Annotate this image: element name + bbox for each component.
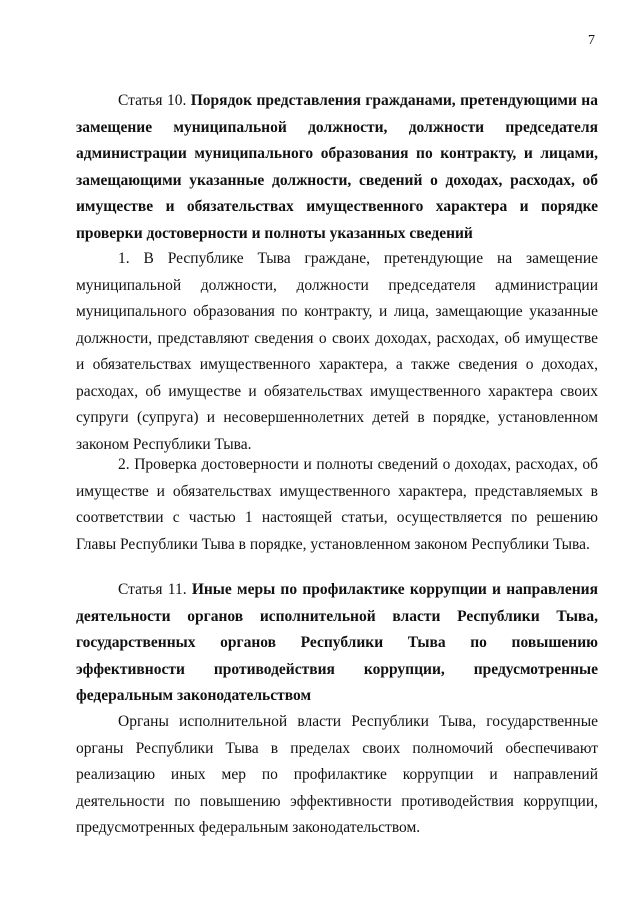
article-11-title: Иные меры по профилактике коррупции и направления деятельности органов исполнительной власти Республики Тыва, государственных органов Республики Тыва по повышению эффективности противодействия коррупции, предусмотренные федеральным законодательством [76, 581, 598, 704]
article-10-prefix: Статья 10. [118, 92, 191, 109]
article-10-heading [76, 88, 598, 247]
article-11-prefix: Статья 11. [118, 581, 192, 598]
article-10-paragraph-1: 1. В Республике Тыва граждане, претендующие на замещение муниципальной должности, должности председателя администрации муниципального образования по контракту, и лица, замещающие указанные должности, представляют сведения о своих доходах, расходах, об имуществе и обязательствах имущественного характера, а также сведения о доходах, расходах, об имуществе и обязательствах имущественного характера своих супруги (супруга) и несовершеннолетних детей в порядке, установленном законом Республики Тыва. [76, 250, 598, 453]
article-10-paragraph-2: 2. Проверка достоверности и полноты сведений о доходах, расходах, об имуществе и обязательствах имущественного характера, представляемых в соответствии с частью 1 настоящей статьи, осуществляется по решению Главы Республики Тыва в порядке, установленном законом Республики Тыва. [76, 456, 598, 553]
article-11-paragraph-1: Органы исполнительной власти Республики Тыва, государственные органы Республики Тыва в пределах своих полномочий обеспечивают реализацию иных мер по профилактике коррупции и направлений деятельности по повышению эффективности противодействия коррупции, предусмотренных федеральным законодательством. [76, 713, 598, 836]
page-number: 7 [588, 33, 595, 48]
article-11-heading [76, 577, 598, 710]
article-10-title: Порядок представления гражданами, претендующими на замещение муниципальной должности, должности председателя администрации муниципального образования по контракту, и лицами, замещающими указанные должности, сведений о доходах, расходах, об имуществе и обязательствах имущественного характера и порядке проверки достоверности и полноты указанных сведений [76, 92, 598, 242]
